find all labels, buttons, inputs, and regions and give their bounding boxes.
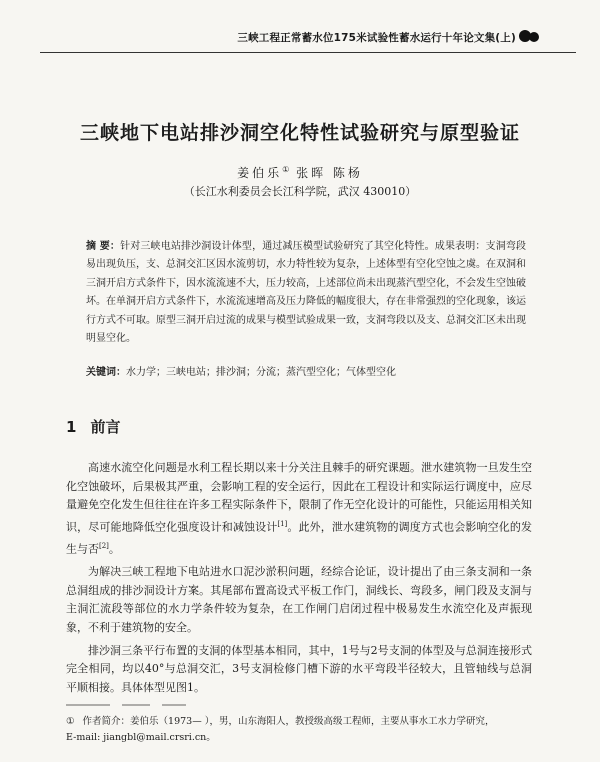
paragraph [66, 459, 532, 559]
journal-title: 三峡工程正常蓄水位175米试验性蓄水运行十年论文集(上) [237, 32, 516, 44]
keywords-text: 水力学；三峡电站；排沙洞；分流；蒸汽型空化；气体型空化 [126, 367, 396, 378]
paragraph-1-text: 高速水流空化问题是水利工程长期以来十分关注且棘手的研究课题。泄水建筑物一旦发生空化空蚀破坏，后果极其严重，会影响工程的安全运行，因此在工程设计和实际运行调度中，应尽量避免空化发生但往往在许多工程实际条件下，限制了作无空化设计的可能性，只能运用相关知识，尽可能地降低空化强度设计和减蚀设计 [66, 461, 532, 534]
article-title: 三峡地下电站排沙洞空化特性试验研究与原型验证 [79, 122, 520, 144]
abstract-label: 摘 要： [86, 241, 121, 252]
running-header [40, 0, 576, 53]
paragraph-1-end: 。 [108, 542, 120, 556]
paragraph: 排沙洞三条平行布置的支洞的体型基本相同，其中，1号与2号支洞的体型及与总洞连接形式完全相同，均以40°与总洞交汇，3号支洞检修门槽下游的水平弯段半径较大，且管轴线与总洞平顺相接。具体体型见图1。 [66, 643, 532, 694]
double-dot-logo-icon [518, 29, 540, 43]
citation-2-mark: [2] [99, 542, 109, 551]
footnote-email: E-mail: jiangbl@mail.crsri.cn。 [66, 732, 216, 743]
section-title: 前言 [90, 418, 121, 436]
paragraph-1-tail: 。此外，泄水建筑物的调度方式也会影响空化的发生与否 [66, 520, 533, 556]
keywords [86, 365, 526, 381]
body-text [66, 459, 532, 701]
footnote-line [66, 714, 532, 730]
section-heading [66, 416, 120, 437]
footnote-mark: ① [66, 716, 75, 727]
author-line [0, 164, 600, 181]
first-author: 姜伯乐 [237, 166, 283, 180]
abstract [86, 238, 526, 348]
affiliation: （长江水利委员会长江科学院，武汉 430010） [183, 185, 417, 198]
author-footnote-mark: ① [282, 165, 290, 174]
footnote [66, 714, 532, 746]
keywords-label: 关键词： [86, 367, 126, 378]
section-number: 1 [66, 418, 77, 436]
footnote-divider [66, 700, 226, 710]
co-authors: 张晖 陈杨 [296, 166, 363, 180]
paragraph: 为解决三峡工程地下电站进水口泥沙淤积问题，经综合论证，设计提出了由三条支洞和一条总洞组成的排沙洞设计方案。其尾部布置高设式平板工作门，洞线长、弯段多，闸门段及支洞与主洞汇流段等部位的水力学条件较为复杂，在工作闸门启闭过程中极易发生水流空化及声振现象，不利于建筑物的安全。 [66, 565, 532, 635]
footnote-text: 作者简介：姜伯乐（1973— ），男，山东海阳人，教授级高级工程师，主要从事水工水力学研究， [82, 716, 495, 727]
citation-1-mark: [1] [277, 519, 288, 528]
abstract-text: 针对三峡电站排沙洞设计体型，通过减压模型试验研究了其空化特性。成果表明：支洞弯段易出现负压，支、总洞交汇区因水流剪切，水力特性较为复杂，上述体型有空化空蚀之虞。在双洞和三洞开启方式条件下，因水流流速不大，压力较高，上述部位尚未出现蒸汽型空化，不会发生空蚀破坏。在单洞开启方式条件下，水流流速增高及压力降低的幅度很大，存在非常强烈的空化现象，该运行方式不可取。原型三洞开启过流的成果与模型试验成果一致，支洞弯段以及支、总洞交汇区未出现明显空化。 [86, 241, 527, 345]
